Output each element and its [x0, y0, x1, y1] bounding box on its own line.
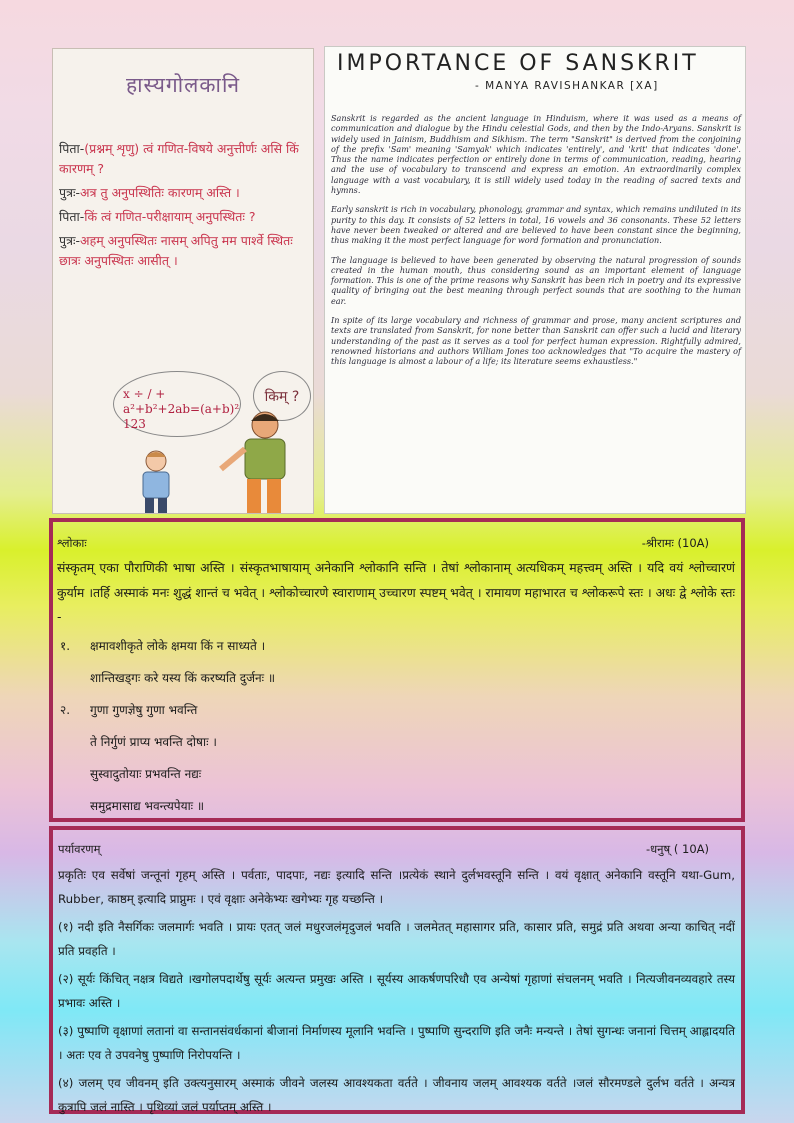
father-figure-icon: [213, 409, 309, 514]
section-paragraph: (३) पुष्पाणि वृक्षाणां लतानां वा सन्तानसंवर्धकानां बीजानां निर्माणस्य मूलानि भवन्ति । पुष्पाणि सुन्दराणि इति जनैः मन्यन्ते । तेषां सुगन्धः जनानां चित्तम् आह्लादयति । अतः एव ते उपवनेषु पुष्पाणि निरोपयन्ति ।: [58, 1024, 735, 1062]
verse-line: ते निर्गुणं प्राप्य भवन्ति दोषाः ।: [90, 734, 217, 749]
environment-section: [49, 826, 745, 1114]
verse-line: गुणा गुणज्ञेषु गुणा भवन्ति: [90, 702, 198, 717]
boy-figure-icon: [125, 449, 187, 514]
section-author: -धनुष् ( 10A): [645, 842, 709, 856]
section-heading: श्लोकाः: [57, 536, 87, 550]
dialogue-line: पिता-किं त्वं गणित-परीक्षायाम् अनुपस्थितः ?: [59, 209, 256, 224]
section-paragraph: संस्कृतम् एका पौराणिकी भाषा अस्ति । संस्कृतभाषायाम् अनेकानि श्लोकानि सन्ति । तेषां श्लोकानाम् अत्यधिकम् महत्त्वम् अस्ति । यदि वयं श्लोच्चारणं कुर्याम ।तर्हि अस्माकं मनः शुद्धं शान्तं च भवेत् । श्लोकोच्चारणे स्वाराणाम् उच्चारण स्पष्टम् भवेत् । रामायण महाभारत च श्लोकरूपे स्तः । अधः द्वे श्लोके स्तः -: [57, 560, 735, 624]
essay-title: IMPORTANCE OF SANSKRIT: [337, 51, 699, 76]
essay-image: [324, 46, 746, 514]
shlokas-section: [49, 518, 745, 822]
cartoon-dialogue: [59, 139, 307, 275]
cartoon-illustration: [52, 48, 314, 514]
verse-line: क्षमावशीकृते लोके क्षमया किं न साध्यते ।: [90, 638, 266, 653]
essay-author: - MANYA RAVISHANKAR [XA]: [475, 80, 659, 92]
cartoon-title: हास्यगोलकानि: [125, 73, 241, 97]
essay-paragraph: Early sanskrit is rich in vocabulary, phonology, grammar and syntax, which remains undiluted in its purity to this day. It consists of 52 letters in total, 16 vowels and 36 consonants. These 52 letters have never been tweaked or altered and are believed to have been constant since the beginning, thus making it the most perfect language for word formation and pronunciation.: [331, 204, 741, 246]
verse-1: [57, 630, 735, 694]
dialogue-line: पिता-(प्रश्नम् शृणु) त्वं गणित-विषये अनुत्तीर्णः असि किं कारणम् ?: [59, 141, 299, 176]
thought-bubble-math: x ÷ / + a²+b²+2ab=(a+b)² 123: [123, 387, 240, 431]
verse-number: २.: [60, 702, 71, 717]
verse-line: सुस्वादुतोयाः प्रभवन्ति नद्यः: [90, 766, 202, 781]
dialogue-line: पुत्रः-अत्र तु अनुपस्थितिः कारणम् अस्ति ।: [59, 185, 240, 200]
section-paragraph: (२) सूर्यः किंचित् नक्षत्र विद्यते ।खगोलपदार्थेषु सूर्यः अत्यन्त प्रमुखः अस्ति । सूर्यस्य आकर्षणपरिधौ एव अन्येषां गृहाणां संचलनम् भवति । नित्यजीवनव्यवहारे तस्य प्रभावः अस्ति ।: [58, 972, 735, 1010]
essay-body: [331, 113, 741, 376]
section-header: [58, 842, 735, 857]
verse-line: समुद्रमासाद्य भवन्त्यपेयाः ॥: [90, 798, 205, 813]
section-paragraph: प्रकृतिः एव सर्वेषां जन्तूनां गृहम् अस्ति । पर्वताः, पादपाः, नद्यः इत्यादि सन्ति ।प्रत्येकं स्थाने दुर्लभवस्तूनि सन्ति । वयं वृक्षात् अनेकानि वस्तूनि यथा-Gum, Rubber, काष्ठम् इत्यादि प्राप्नुमः । एवं वृक्षाः अनेकेभ्यः खगेभ्यः गृह यच्छन्ति ।: [58, 868, 735, 906]
section-paragraph: (१) नदी इति नैसर्गिकः जलमार्गः भवति । प्रायः एतत् जलं मधुरजलंमृदुजलं भवति । जलमेतत् महासागर प्रति, कासार प्रति, समुद्रं प्रति अथवा अन्या काचित् नदीं प्रति प्रवहति ।: [58, 920, 735, 958]
essay-paragraph: The language is believed to have been generated by observing the natural progression of sounds created in the human mouth, thus considering sound as an important element of language formation. This is one of the prime reasons why Sanskrit has been rich in poetry and its expressive quality of bringing out the best meaning through perfect sounds that are soothing to the human ear.: [331, 254, 741, 306]
dialogue-line: पुत्रः-अहम् अनुपस्थितः नासम् अपितु मम पार्श्वे स्थितः छात्रः अनुपस्थितः आसीत् ।: [59, 233, 293, 268]
verse-2: [57, 694, 735, 822]
section-header: [57, 536, 735, 551]
speech-bubble-father: किम् ?: [253, 371, 311, 421]
essay-paragraph: Sanskrit is regarded as the ancient language in Hinduism, where it was used as a means of communication and dialogue by the Hindu celestial Gods, and then by the Indo-Aryans. Sanskrit is widely used in Jainism, Buddhism and Sikhism. The term "Sanskrit" is derived from the conjoining of the prefix 'Sam' meaning 'Samyak' which indicates 'entirely', and 'krit' that indicates 'done'. Thus the name indicates perfection or entirely done in terms of communication, reading, hearing and the use of vocabulary to transcend and express an emotion. An extraordinarily complex language with a vast vocabulary, it is still widely used today in the reading of sacred texts and hymns.: [331, 113, 741, 196]
section-author: -श्रीरामः (10A): [641, 536, 709, 550]
section-paragraph: (४) जलम् एव जीवनम् इति उक्त्यनुसारम् अस्माकं जीवने जलस्य आवश्यकता वर्तते । जीवनाय जलम् आवश्यक वर्तते ।जलं सौरमण्डले दुर्लभ वर्तते । अन्यत्र कुत्रापि जलं नास्ति । पृथिव्यां जलं पर्याप्तम् अस्ति ।: [58, 1076, 735, 1114]
essay-paragraph: In spite of its large vocabulary and richness of grammar and prose, many ancient scriptures and texts are translated from Sanskrit, for none better than Sanskrit can offer such a lucid and literary understanding of the past as it serves as a tool for perfect human expression. Rightfully admired, renowned historians and authors William Jones too acknowledges that "To acquire the mastery of this language is almost a labour of a life; its literature seems exhaustless.": [331, 315, 741, 367]
section-heading: पर्यावरणम्: [58, 842, 101, 856]
verse-number: १.: [60, 638, 71, 653]
verse-line: शान्तिखड्गः करे यस्य किं करष्यति दुर्जनः ॥: [90, 670, 276, 685]
